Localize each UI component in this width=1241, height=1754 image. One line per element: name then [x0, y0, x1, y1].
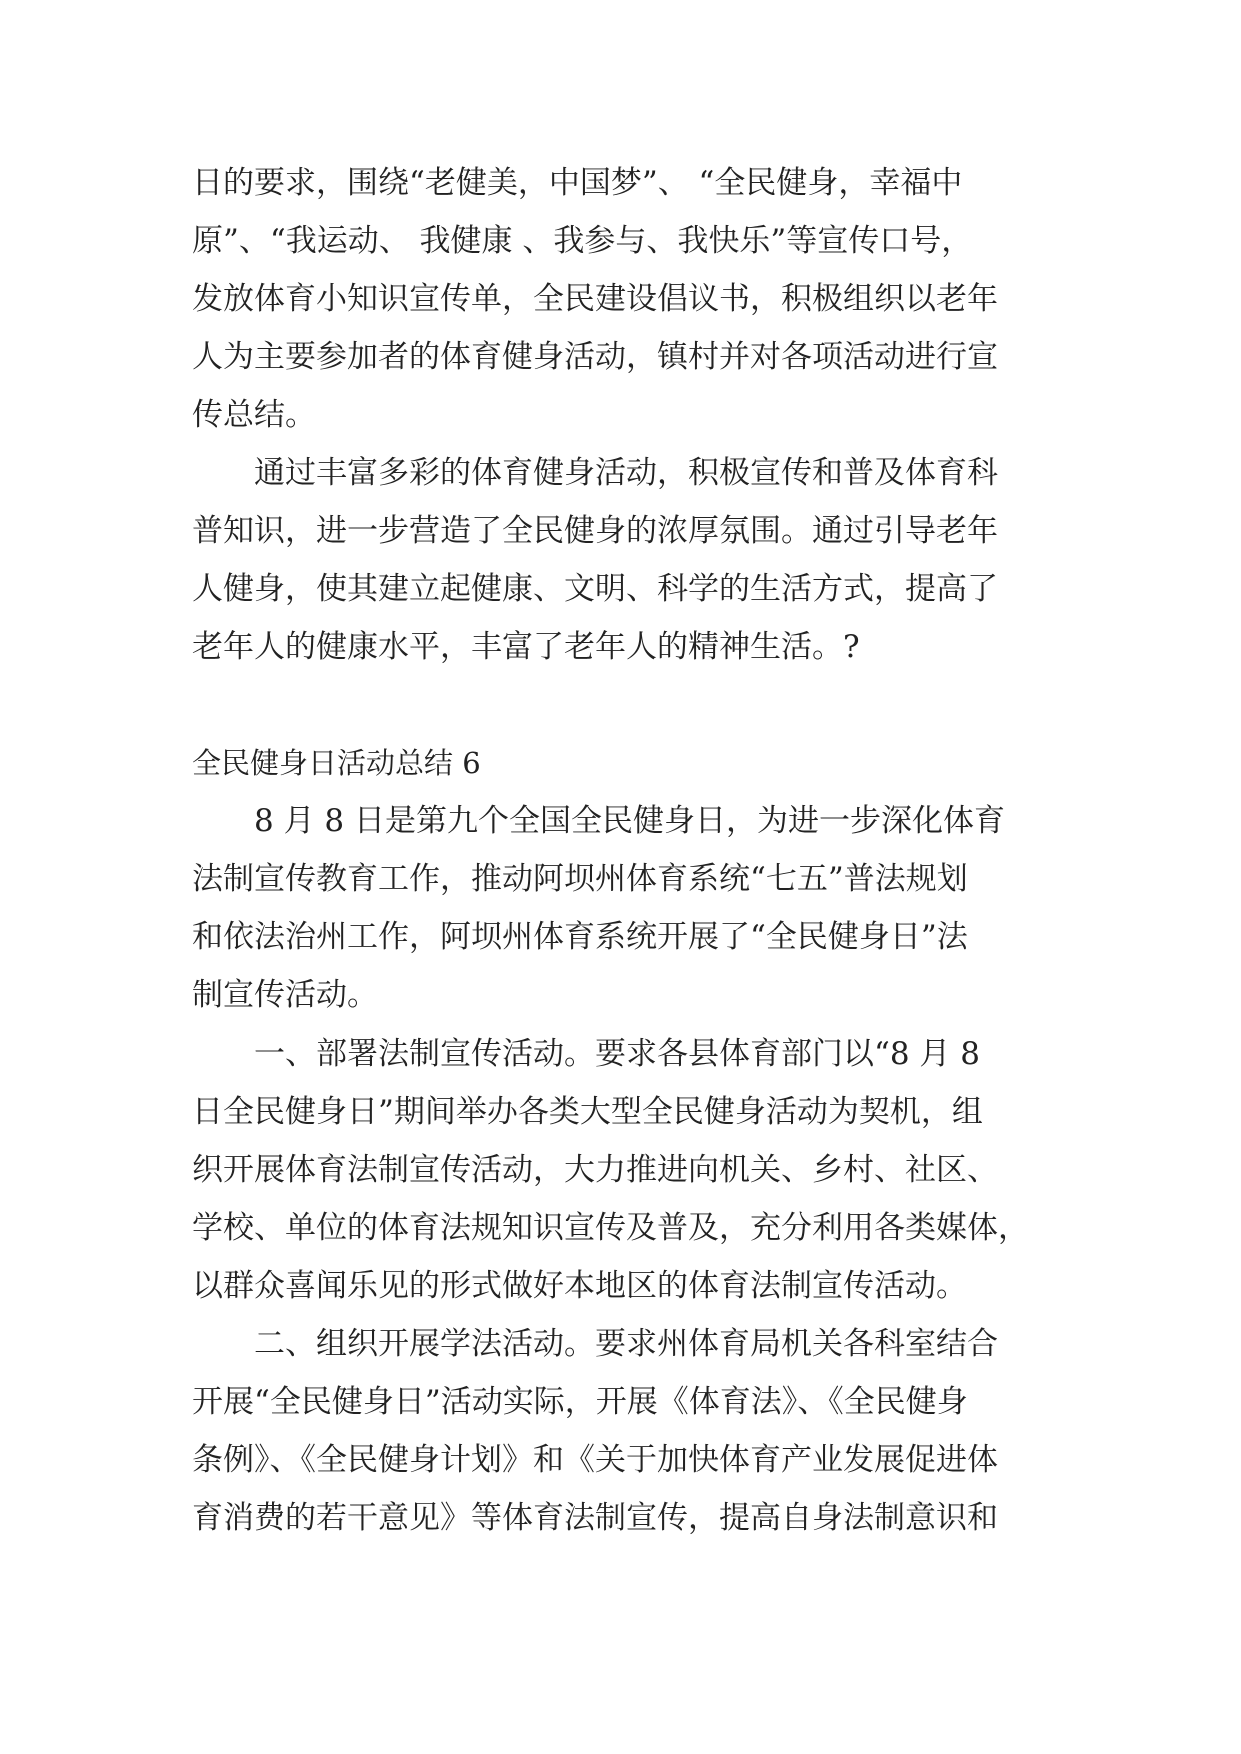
paragraph-item-1 [192, 1025, 1052, 1315]
text-line: 8 月 8 日是第九个全国全民健身日，为进一步深化体育 [192, 803, 1006, 839]
text-line: 日全民健身日”期间举办各类大型全民健身活动为契机，组 [192, 1094, 983, 1130]
text-line: 人为主要参加者的体育健身活动，镇村并对各项活动进行宣 [192, 339, 998, 375]
text-line: 二、组织开展学法活动。要求州体育局机关各科室结合 [192, 1326, 998, 1362]
text-line: 学校、单位的体育法规知识宣传及普及，充分利用各类媒体， [192, 1210, 1029, 1246]
text-line: 原”、“我运动、 我健康 、我参与、我快乐”等宣传口号， [192, 223, 973, 259]
text-line: 人健身，使其建立起健康、文明、科学的生活方式，提高了 [192, 571, 998, 607]
section-heading: 全民健身日活动总结 6 [192, 746, 481, 780]
text-line: 开展“全民健身日”活动实际，开展《体育法》、《全民健身 [192, 1384, 968, 1420]
text-line: 发放体育小知识宣传单，全民建设倡议书，积极组织以老年 [192, 281, 998, 317]
text-line: 条例》、《全民健身计划》和《关于加快体育产业发展促进体 [192, 1442, 998, 1478]
text-line: 和依法治州工作，阿坝州体育系统开展了“全民健身日”法 [192, 919, 968, 955]
text-line: 法制宣传教育工作，推动阿坝州体育系统“七五”普法规划 [192, 861, 968, 897]
paragraph-intro [192, 792, 1052, 1024]
text-line: 日的要求，围绕“老健美，中国梦”、 “全民健身，幸福中 [192, 165, 963, 201]
paragraph-item-2 [192, 1315, 1052, 1547]
text-line: 制宣传活动。 [192, 977, 378, 1013]
text-line: 老年人的健康水平，丰富了老年人的精神生活。? [192, 629, 860, 665]
text-line: 育消费的若干意见》等体育法制宣传，提高自身法制意识和 [192, 1500, 998, 1536]
text-line: 普知识，进一步营造了全民健身的浓厚氛围。通过引导老年 [192, 513, 998, 549]
paragraph-continuation [192, 154, 1052, 444]
text-line: 以群众喜闻乐见的形式做好本地区的体育法制宣传活动。 [192, 1268, 967, 1304]
text-line: 通过丰富多彩的体育健身活动，积极宣传和普及体育科 [192, 455, 998, 491]
text-line: 一、部署法制宣传活动。要求各县体育部门以“8 月 8 [192, 1036, 980, 1072]
text-line: 传总结。 [192, 397, 316, 433]
paragraph-summary [192, 444, 1052, 676]
text-line: 织开展体育法制宣传活动，大力推进向机关、乡村、社区、 [192, 1152, 998, 1188]
